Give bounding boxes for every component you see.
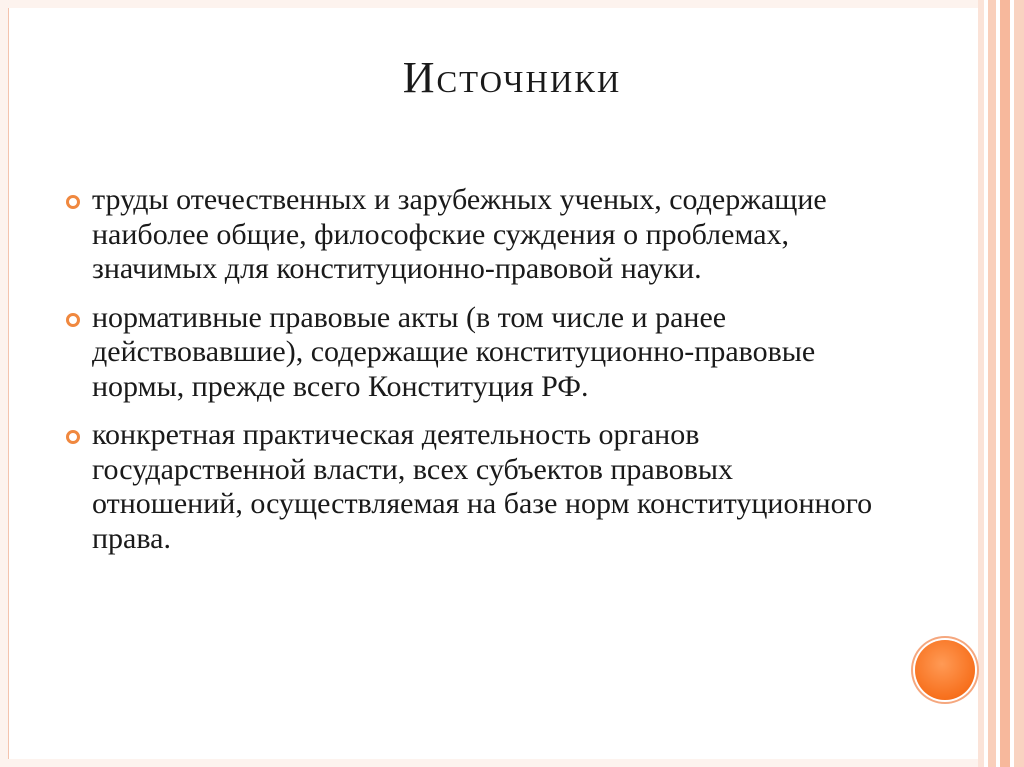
bullet-list: [66, 183, 886, 570]
bullet-text: труды отечественных и зарубежных ученых, содержащие наиболее общие, философские суждения о проблемах, значимых для конституционно-правовой науки.: [92, 183, 827, 285]
circle-bullet-icon: [66, 430, 80, 444]
bullet-text: нормативные правовые акты (в том числе и ранее действовавшие), содержащие конституционно-правовые нормы, прежде всего Конституция РФ.: [92, 300, 816, 403]
decorative-circle-icon: [915, 640, 975, 700]
list-item: [66, 301, 886, 405]
bullet-text: конкретная практическая деятельность органов государственной власти, всех субъектов правовых отношений, осуществляемая на базе норм конституционного права.: [92, 418, 873, 555]
circle-bullet-icon: [66, 195, 80, 209]
list-item: [66, 418, 886, 556]
circle-bullet-icon: [66, 313, 80, 327]
list-item: [66, 183, 886, 287]
slide-title: Источники: [402, 53, 622, 102]
decorative-stripes: [978, 0, 1024, 767]
